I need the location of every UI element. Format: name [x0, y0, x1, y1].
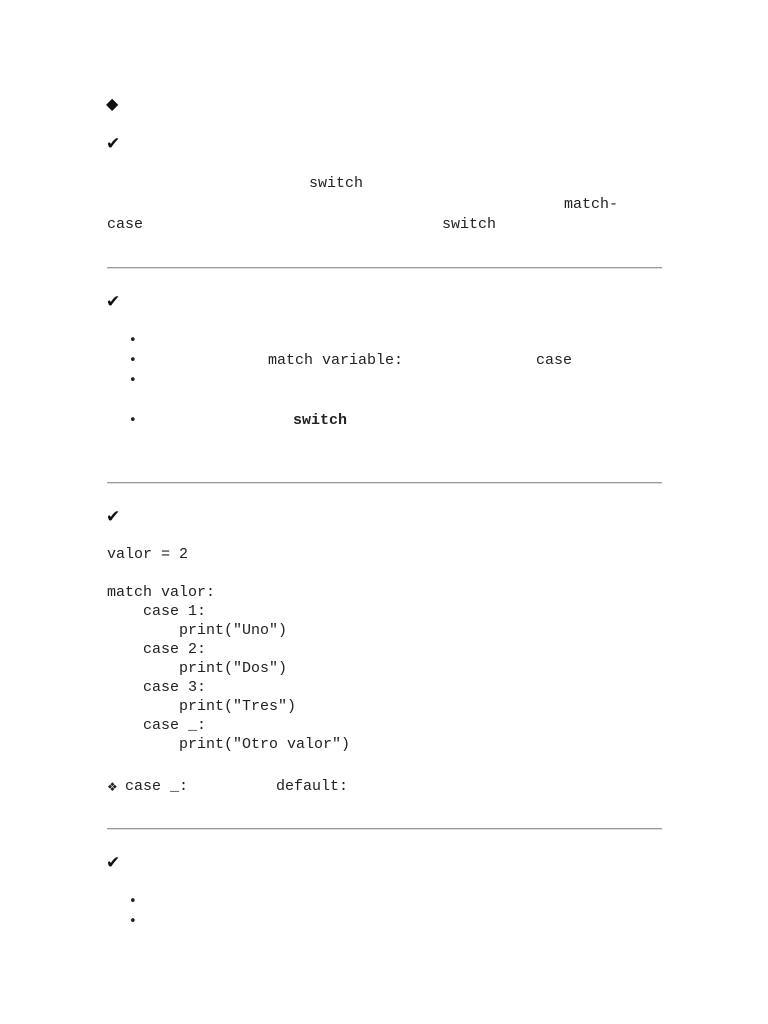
- divider: [107, 828, 662, 830]
- code-case: case: [536, 352, 573, 369]
- check-icon: ✔: [106, 853, 121, 873]
- code-line: case 1:: [107, 603, 207, 620]
- code-line: print("Otro valor"): [107, 736, 351, 753]
- bullet: •: [129, 914, 137, 929]
- keyword-switch-bold: switch: [293, 412, 348, 429]
- code-line: case _:: [107, 717, 207, 734]
- code-line: case 2:: [107, 641, 207, 658]
- code-match-variable: match variable:: [268, 352, 404, 369]
- code-line: case 3:: [107, 679, 207, 696]
- divider: [107, 482, 662, 484]
- bullet: •: [129, 413, 137, 428]
- diamond-icon: ◆: [106, 94, 119, 113]
- keyword-switch: switch: [309, 175, 364, 192]
- keyword-match-case-part1: match-: [564, 196, 619, 213]
- code-line: print("Uno"): [107, 622, 288, 639]
- bullet: •: [129, 333, 137, 348]
- code-case-underscore: case _:: [125, 778, 189, 795]
- keyword-match-case-part2: case: [107, 216, 144, 233]
- code-line: print("Dos"): [107, 660, 288, 677]
- divider: [107, 267, 662, 269]
- check-icon: ✔: [106, 507, 121, 527]
- code-default: default:: [276, 778, 349, 795]
- keyword-switch: switch: [442, 216, 497, 233]
- check-icon: ✔: [106, 134, 121, 154]
- code-line: print("Tres"): [107, 698, 297, 715]
- check-icon: ✔: [106, 292, 121, 312]
- bullet: •: [129, 353, 137, 368]
- bullet: •: [129, 373, 137, 388]
- code-line: valor = 2: [107, 546, 189, 563]
- code-line: match valor:: [107, 584, 216, 601]
- bullet: •: [129, 894, 137, 909]
- small-diamond-icon: ❖: [107, 780, 118, 794]
